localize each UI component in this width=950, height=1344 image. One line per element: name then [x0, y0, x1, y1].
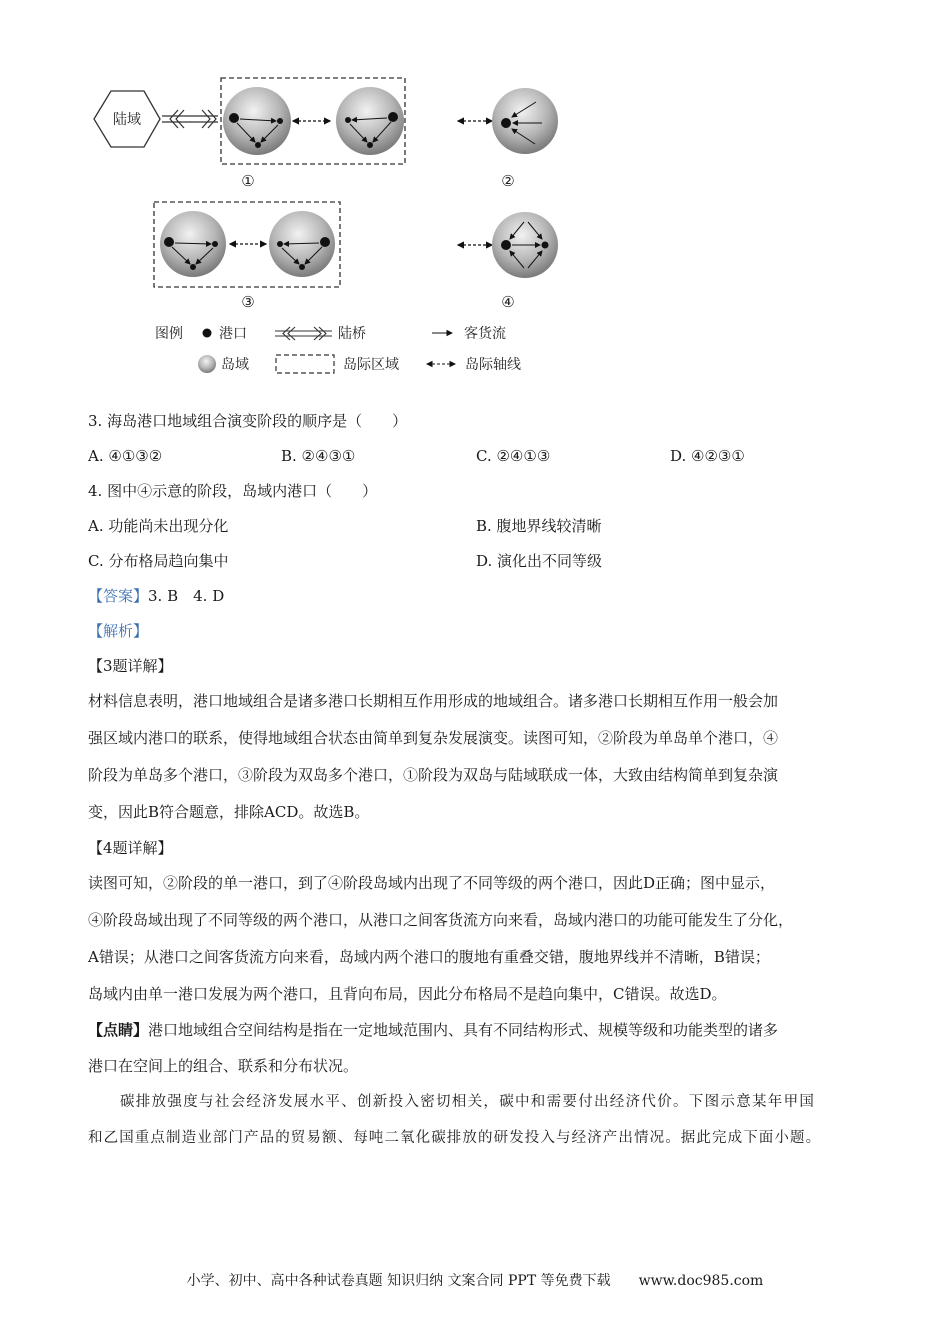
intro-line-1: 碳排放强度与社会经济发展水平、创新投入密切相关，碳中和需要付出经济代价。下图示意某年甲国: [120, 1094, 816, 1110]
q4-detail-line-4: 岛域内由单一港口发展为两个港口，且背向布局，因此分布格局不是趋向集中，C错误。故选D。: [88, 985, 727, 1003]
tip-tag: 【点睛】: [88, 1021, 149, 1039]
port-evolution-diagram: [80, 70, 580, 380]
tip-line-2: 港口在空间上的组合、联系和分布状况。: [88, 1057, 359, 1075]
port: [542, 242, 549, 249]
port: [212, 241, 218, 247]
answer-line: [88, 586, 224, 606]
q4-detail-line-2: ④阶段岛域出现了不同等级的两个港口，从港口之间客货流方向来看，岛域内港口的功能可能发生了分化，: [88, 911, 794, 929]
q3-detail-line-4: 变，因此B符合题意，排除ACD。故选B。: [88, 803, 370, 821]
page-footer: 小学、初中、高中各种试卷真题 知识归纳 文案合同 PPT 等免费下载 www.doc985.com: [186, 1273, 764, 1289]
tip-line-1: [88, 1020, 778, 1040]
legend-island-region-swatch: [276, 355, 334, 373]
port: [190, 264, 196, 270]
port: [255, 142, 261, 148]
port: [164, 237, 174, 247]
legend: [155, 325, 521, 373]
stage-label-3: ③: [241, 293, 255, 311]
q3-option-c: C. ②④①③: [476, 447, 551, 465]
q3-option-a: A. ④①③②: [88, 447, 163, 465]
q4-detail-title: 【4题详解】: [88, 839, 173, 857]
legend-port: 港口: [219, 326, 247, 342]
q4-option-a: A. 功能尚未出现分化: [88, 517, 229, 535]
port: [501, 240, 511, 250]
legend-island-swatch: [198, 355, 216, 373]
legend-land-bridge: 陆桥: [338, 326, 366, 342]
legend-flow: 客货流: [464, 326, 506, 342]
q4-option-c: C. 分布格局趋向集中: [88, 552, 229, 570]
legend-title: 图例: [155, 326, 183, 342]
q3-detail-title: 【3题详解】: [88, 657, 173, 675]
tip-text-1: 港口地域组合空间结构是指在一定地域范围内、具有不同结构形式、规模等级和功能类型的诸多: [148, 1021, 779, 1039]
legend-port-dot: [203, 329, 212, 338]
q4-detail-line-3: A错误；从港口之间客货流方向来看，岛域内两个港口的腹地有重叠交错，腹地界线并不清晰，B错误；: [88, 948, 770, 966]
legend-island-axis: 岛际轴线: [465, 357, 521, 373]
q3-detail-line-3: 阶段为单岛多个港口，③阶段为双岛多个港口，①阶段为双岛与陆域联成一体，大致由结构简单到复杂演: [88, 766, 779, 784]
legend-island-region: 岛际区域: [343, 357, 399, 373]
q4-option-d: D. 演化出不同等级: [476, 552, 603, 570]
stage-label-4: ④: [501, 293, 515, 311]
port: [367, 142, 373, 148]
legend-island: 岛域: [221, 357, 249, 373]
answer-text: 3. B 4. D: [148, 587, 225, 605]
q4-option-b: B. 腹地界线较清晰: [476, 517, 602, 535]
analysis-tag: 【解析】: [88, 622, 149, 640]
port: [388, 112, 398, 122]
port: [501, 118, 511, 128]
stage-label-2: ②: [501, 172, 515, 190]
land-bridge-symbol: [162, 110, 218, 128]
port: [277, 241, 283, 247]
port: [277, 118, 283, 124]
q3-detail-line-2: 强区域内港口的联系，使得地域组合状态由简单到复杂发展演变。读图可知，②阶段为单岛单个港口，④: [88, 729, 779, 747]
port: [320, 237, 330, 247]
stage-label-1: ①: [241, 172, 255, 190]
port: [229, 113, 239, 123]
intro-line-2: 和乙国重点制造业部门产品的贸易额、每吨二氧化碳排放的研发投入与经济产出情况。据此完成下面小题。: [88, 1130, 822, 1146]
answer-tag: 【答案】: [88, 587, 149, 605]
port: [299, 264, 305, 270]
q3-option-d: D. ④②③①: [670, 447, 745, 465]
q3-detail-line-1: 材料信息表明，港口地域组合是诸多港口长期相互作用形成的地域组合。诸多港口长期相互作用一般会加: [88, 692, 779, 710]
q3-stem: 3. 海岛港口地域组合演变阶段的顺序是（ ）: [88, 412, 408, 430]
legend-land-bridge-symbol: [275, 327, 332, 340]
q4-stem: 4. 图中④示意的阶段，岛域内港口（ ）: [88, 482, 378, 500]
q4-detail-line-1: 读图可知，②阶段的单一港口，到了④阶段岛域内出现了不同等级的两个港口，因此D正确；图中显示，: [88, 874, 776, 892]
land-label: 陆域: [113, 112, 141, 128]
port: [345, 117, 351, 123]
q3-option-b: B. ②④③①: [281, 447, 356, 465]
